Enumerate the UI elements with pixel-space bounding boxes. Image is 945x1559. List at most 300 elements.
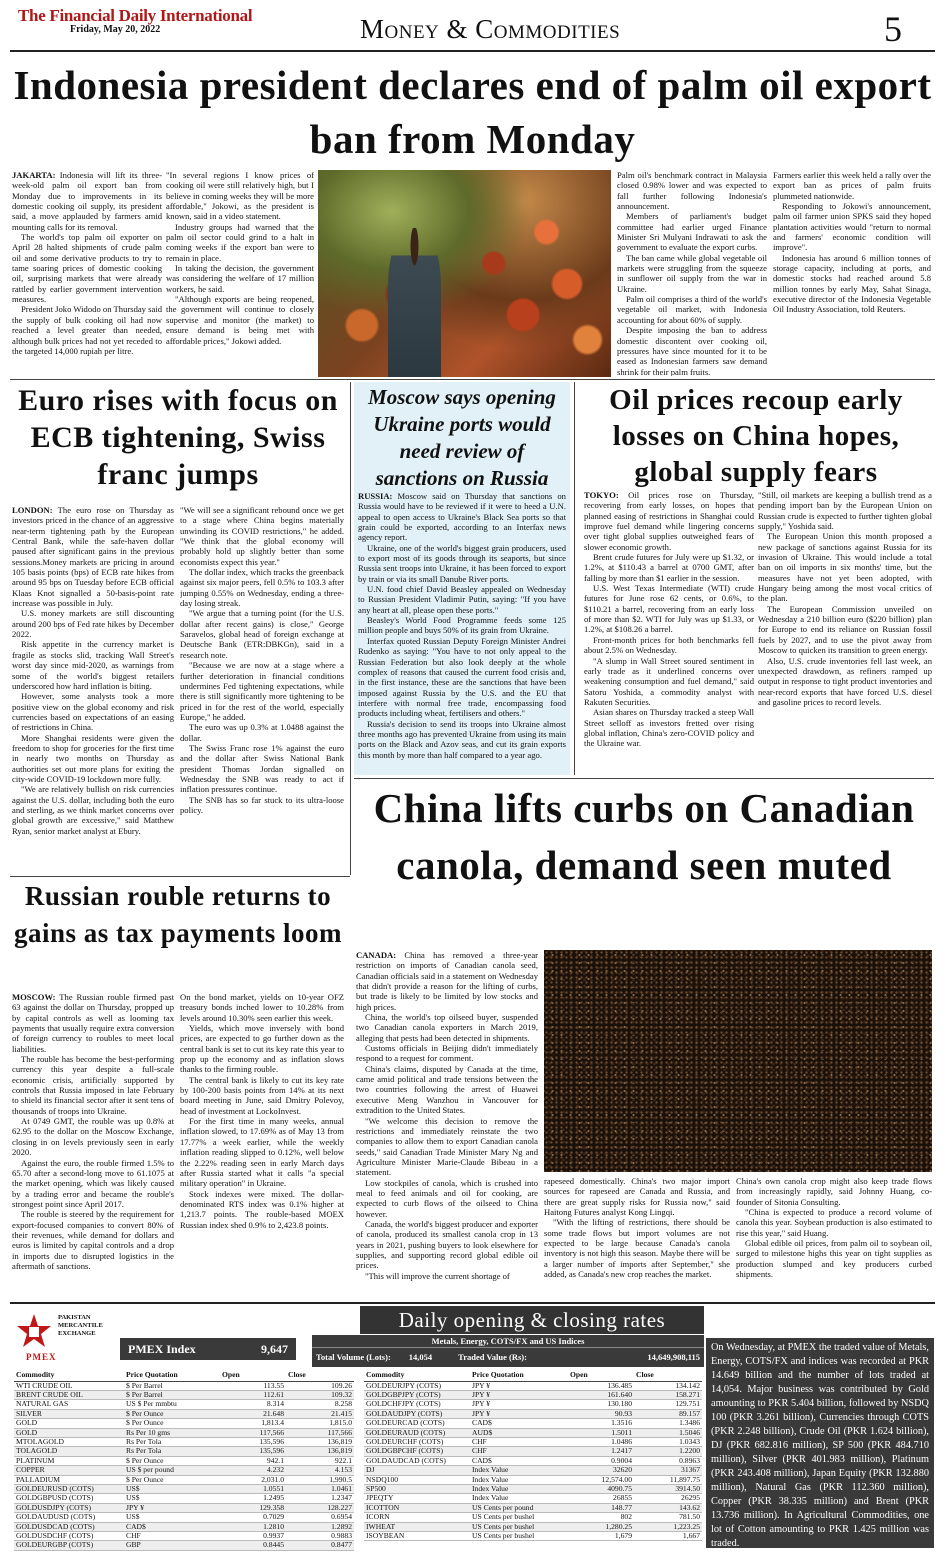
commodity-cell: ICOTTON bbox=[364, 1503, 470, 1512]
paragraph: "With the lifting of restrictions, there should be some trade flows but import volumes are not expected to be large because Canada's canola inventory is not high this season. Maybe there will be a larger number of imports after September," she added, as Canada's new crop reaches the market. bbox=[544, 1217, 730, 1280]
rate-row bbox=[14, 1447, 354, 1456]
quotation-cell: US Cents per bushel bbox=[470, 1532, 568, 1541]
rates-table-right bbox=[364, 1370, 702, 1541]
open-cell: 8.314 bbox=[220, 1400, 286, 1409]
divider-moscow bbox=[574, 382, 575, 775]
open-cell: 1.2495 bbox=[220, 1494, 286, 1503]
palm-col-1 bbox=[12, 170, 162, 376]
commodity-cell: WTI CRUDE OIL bbox=[14, 1381, 124, 1390]
commodity-cell: GOLDUSDCAD (COTS) bbox=[14, 1522, 124, 1531]
paragraph: The euro was up 0.3% at 1.0488 against the dollar. bbox=[180, 722, 344, 743]
close-cell: 1.0343 bbox=[634, 1437, 702, 1446]
commodity-cell: NSDQ100 bbox=[364, 1475, 470, 1484]
close-cell: 109.26 bbox=[286, 1381, 354, 1390]
paragraph: The SNB has so far stuck to its ultra-loose policy. bbox=[180, 794, 344, 815]
open-cell: 21.648 bbox=[220, 1409, 286, 1418]
commodity-cell: IWHEAT bbox=[364, 1522, 470, 1531]
open-cell: 135,596 bbox=[220, 1447, 286, 1456]
value-value: 14,649,908,115 bbox=[647, 1352, 700, 1362]
paragraph: Despite imposing the ban to address domestic discontent over cooking oil, pressures have since mounted for it to be eased as Indonesian farmers saw demand shrink for their palm fruits. bbox=[617, 325, 767, 376]
open-cell: 90.93 bbox=[568, 1409, 634, 1418]
canola-seed-photo bbox=[544, 950, 932, 1172]
commodity-cell: GOLDUSDCHF (COTS) bbox=[14, 1532, 124, 1541]
value-label: Traded Value (Rs): bbox=[458, 1352, 527, 1362]
divider-euro bbox=[350, 382, 351, 875]
open-cell: 26855 bbox=[568, 1494, 634, 1503]
divider-rouble bbox=[10, 876, 350, 877]
commodity-cell: GOLDCHFJPY (COTS) bbox=[364, 1400, 470, 1409]
paragraph: Low stockpiles of canola, which is crushed into meal to feed animals and oil for cooking, are expected to curb flows of the oilseed to China however. bbox=[356, 1177, 538, 1219]
palm-fruit-photo bbox=[318, 170, 611, 377]
rate-row bbox=[364, 1513, 702, 1522]
paragraph: Stock indexes were mixed. The dollar-denominated RTS index was 0.1% higher at 1,213.7 points. The rouble-based MOEX Russian index shed 0.9% to 2,423.8 points. bbox=[180, 1188, 344, 1230]
close-cell: 1.0461 bbox=[286, 1484, 354, 1493]
open-cell: 942.1 bbox=[220, 1456, 286, 1465]
paragraph: Industry groups had warned that the palm oil sector could grind to a halt in coming weeks if the export ban were to remain in place. bbox=[166, 221, 314, 263]
open-cell: 1,280.25 bbox=[568, 1522, 634, 1531]
commodity-cell: GOLD bbox=[14, 1428, 124, 1437]
moscow-headline: Moscow says opening Ukraine ports would need review of sanctions on Russia bbox=[368, 385, 556, 490]
commodity-cell: DJ bbox=[364, 1466, 470, 1475]
rate-row bbox=[364, 1484, 702, 1493]
open-cell: 1,679 bbox=[568, 1532, 634, 1541]
paragraph: Indonesia has around 6 million tonnes of storage capacity, including at ports, and domestic stocks had reached around 5.8 million tonnes by early May, Sahat Sinaga, executive director of the Indonesia Vegetable Oil Industry Association, told Reuters. bbox=[773, 252, 931, 315]
rate-row bbox=[364, 1475, 702, 1484]
open-cell: 130.180 bbox=[568, 1400, 634, 1409]
quotation-cell: US $ Per mmbtu bbox=[124, 1400, 220, 1409]
quotation-cell: JPY ¥ bbox=[470, 1390, 568, 1399]
paragraph: Asian shares on Thursday tracked a steep Wall Street selloff as investors fretted over rising global inflation, China's zero-COVID policy and the Ukraine war. bbox=[584, 707, 754, 749]
close-cell: 117,566 bbox=[286, 1428, 354, 1437]
open-cell: 0.7029 bbox=[220, 1513, 286, 1522]
rate-row bbox=[14, 1494, 354, 1503]
quotation-cell: US $ per pound bbox=[124, 1466, 220, 1475]
open-cell: 161.640 bbox=[568, 1390, 634, 1399]
rate-row bbox=[364, 1456, 702, 1465]
paragraph: LONDON: The euro rose on Thursday as investors priced in the chance of an aggressive near-term tightening path by the European Central Bank, while the safe-haven dollar paused after significant gains in the previous sessions.Money markets are pricing in around 105 basis points (bps) of ECB rate hikes from around 95 bps on Tuesday before ECB official Klaas Knot signalled a 50-basis-point rate increase was possible in July. bbox=[12, 505, 174, 609]
index-value: 9,647 bbox=[261, 1342, 288, 1356]
close-cell: 89.157 bbox=[634, 1409, 702, 1418]
paragraph: China's claims, disputed by Canada at the time, came amid political and trade tensions between the two countries following the arrest of Huawei executive Meng Wanzhou in Vancouver for extradition to the United States. bbox=[356, 1063, 538, 1116]
open-cell: 1.3516 bbox=[568, 1419, 634, 1428]
paragraph: The rouble has become the best-performing currency this year despite a full-scale economic crisis, artificially supported by controls that Russia imposed in late February to shield its financial sector after it sent tens of thousands of troops into Ukraine. bbox=[12, 1054, 174, 1116]
paragraph: MOSCOW: The Russian rouble firmed past 63 against the dollar on Thursday, propped up by capital controls as well as looming tax payments that usually require extra conversion of foreign currency to roubles to meet local liabilities. bbox=[12, 992, 174, 1054]
paragraph: Front-month prices for both benchmarks fell about 2.5% on Wednesday. bbox=[584, 634, 754, 656]
close-cell: 1.3486 bbox=[634, 1419, 702, 1428]
paragraph: Responding to Jokowi's announcement, palm oil farmer union SPKS said they hoped plantation activities would "return to normal and farmers' economic condition will improve". bbox=[773, 201, 931, 253]
paragraph: "We are relatively bullish on risk currencies against the U.S. dollar, including both the euro and sterling, as we think market concerns over global growth are excessive," said Matthew Ryan, senior market analyst at Ebury. bbox=[12, 784, 174, 836]
euro-col-1 bbox=[12, 505, 174, 873]
paragraph: The rouble is steered by the requirement for export-focused companies to convert 80% of their revenues, while demand for dollars and euros is limited by capital controls and a drop in imports due to disrupted logistics in the aftermath of sanctions. bbox=[12, 1209, 174, 1271]
close-cell: 143.62 bbox=[634, 1503, 702, 1512]
euro-col-2 bbox=[180, 505, 344, 873]
quotation-cell: $ Per Ounce bbox=[124, 1409, 220, 1418]
paragraph: JAKARTA: Indonesia will lift its three-week-old palm oil export ban from Monday due to improvements in its domestic cooking oil supply, its president said, a move applauded by farmers amid mounting calls for its removal. bbox=[12, 170, 162, 232]
open-cell: 1.2810 bbox=[220, 1522, 286, 1531]
close-cell: 136,819 bbox=[286, 1437, 354, 1446]
rate-row bbox=[364, 1419, 702, 1428]
open-cell: 0.9937 bbox=[220, 1532, 286, 1541]
paragraph: "We will see a significant rebound once we get to a stage where China begins materially unwinding its COVID restrictions," he added. "We think that the global economy will probably hold up slightly better than some economists expect this year." bbox=[180, 505, 344, 567]
logo-abbr: PMEX bbox=[26, 1352, 57, 1362]
paragraph: The ban came while global vegetable oil markets were struggling from the squeeze in sunflower oil supply from the war in Ukraine. bbox=[617, 252, 767, 294]
logo-line-2: MERCANTILE bbox=[58, 1322, 103, 1329]
quotation-cell: Index Value bbox=[470, 1475, 568, 1484]
commodity-cell: JPEQTY bbox=[364, 1494, 470, 1503]
open-cell: 1.0551 bbox=[220, 1484, 286, 1493]
rouble-col-1 bbox=[12, 992, 174, 1298]
open-cell: 136.485 bbox=[568, 1381, 634, 1390]
dateline: TOKYO: bbox=[584, 490, 629, 500]
masthead-rule bbox=[10, 50, 935, 52]
paragraph: The European Commission unveiled on Wednesday a 210 billion euro ($220 billion) plan for Europe to end its reliance on Russian fossil fuels by 2027, and to use the pivot away from Moscow to quicken its transition to green energy. bbox=[758, 603, 932, 656]
rates-table-left bbox=[14, 1370, 354, 1551]
quotation-cell: CAD$ bbox=[470, 1419, 568, 1428]
col-quotation: Price Quotation bbox=[470, 1370, 568, 1381]
paragraph: Russia's decision to send its troops into Ukraine almost three months ago has prevented Ukraine from using its main ports on the Black and Azov seas, and cut its grain exports this month by more than half compared to a year ago. bbox=[358, 718, 566, 760]
rate-row bbox=[14, 1437, 354, 1446]
logo-line-1: PAKISTAN bbox=[58, 1314, 91, 1321]
paragraph: Farmers earlier this week held a rally over the export ban as prices of palm fruits plummeted nationwide. bbox=[773, 170, 931, 201]
palm-headline: Indonesia president declares end of palm oil export ban from Monday bbox=[13, 62, 932, 162]
palm-col-2 bbox=[166, 170, 314, 376]
paragraph: "In several regions I know prices of cooking oil were still relatively high, but I believe in coming weeks they will be more affordable," Jokowi, as the president is known, said in a video statement. bbox=[166, 170, 314, 222]
paragraph: Against the euro, the rouble firmed 1.5% to 65.70 after a second-long move to 61.1075 at the market opening, which was likely caused by a trading error and became the rouble's strongest point since April 2017. bbox=[12, 1157, 174, 1209]
quotation-cell: US Cents per pound bbox=[470, 1503, 568, 1512]
paragraph: For the first time in many weeks, annual inflation slowed, to 17.69% as of May 13 from 17.77% a week earlier, while the weekly inflation reading slipped to 0.12%, well below the 2.22% reading seen in early March days after Russia started what it calls "a special military operation" in Ukraine. bbox=[180, 1116, 344, 1189]
rate-row bbox=[14, 1400, 354, 1409]
quotation-cell: Rs Per Tola bbox=[124, 1437, 220, 1446]
index-label: PMEX Index bbox=[128, 1342, 196, 1356]
paragraph: Brent crude futures for July were up $1.32, or 1.2%, at $110.43 a barrel at 0700 GMT, after falling by more than $1 earlier in the session. bbox=[584, 552, 754, 583]
paragraph: rapeseed domestically. China's two major import sources for rapeseed are Canada and Russia, and there are great supply risks for Russia now," said Haitong Futures analyst Kong Lingqi. bbox=[544, 1176, 730, 1218]
paragraph: Beasley's World Food Programme feeds some 125 million people and buys 50% of its grain from Ukraine. bbox=[358, 615, 566, 636]
close-cell: 922.1 bbox=[286, 1456, 354, 1465]
paragraph: Canada, the world's biggest producer and exporter of canola, produced its smallest canola crop in 13 years in 2021, pushing buyers to look elsewhere for supplies, and supporting record global edible oil prices. bbox=[356, 1218, 538, 1271]
paragraph: "Still, oil markets are keeping a bullish trend as a pending import ban by the European Union on Russian crude is expected to further tighten global supply," Yoshida said. bbox=[758, 490, 932, 532]
open-cell: 1.2417 bbox=[568, 1447, 634, 1456]
rate-row bbox=[364, 1381, 702, 1390]
commodity-cell: ISOYBEAN bbox=[364, 1532, 470, 1541]
open-cell: 32620 bbox=[568, 1466, 634, 1475]
open-cell: 112.61 bbox=[220, 1390, 286, 1399]
rate-row bbox=[14, 1409, 354, 1418]
commodity-cell: TOLAGOLD bbox=[14, 1447, 124, 1456]
china-col-3 bbox=[736, 1176, 932, 1298]
pmex-emblem-icon bbox=[14, 1312, 54, 1352]
oil-headline: Oil prices recoup early losses on China hopes, global supply fears bbox=[609, 384, 903, 488]
commodity-cell: MTOLAGOLD bbox=[14, 1437, 124, 1446]
quotation-cell: JPY ¥ bbox=[470, 1409, 568, 1418]
commodity-cell: GOLDGBPCHF (COTS) bbox=[364, 1447, 470, 1456]
masthead bbox=[18, 6, 258, 35]
close-cell: 21.415 bbox=[286, 1409, 354, 1418]
close-cell: 26295 bbox=[634, 1494, 702, 1503]
quotation-cell: CHF bbox=[470, 1437, 568, 1446]
close-cell: 781.50 bbox=[634, 1513, 702, 1522]
paragraph: Risk appetite in the currency market is fragile as stocks slid, tracking Wall Street's worst day since mid-2020, as warnings from some of the world's biggest retailers underscored how hard inflation is biting. bbox=[12, 639, 174, 691]
commodity-cell: GOLDAUDUSD (COTS) bbox=[14, 1513, 124, 1522]
metals-title: Metals, Energy, COTS/FX and US Indices bbox=[312, 1335, 704, 1348]
rate-row bbox=[14, 1456, 354, 1465]
quotation-cell: $ Per Barrel bbox=[124, 1390, 220, 1399]
quotation-cell: $ Per Ounce bbox=[124, 1475, 220, 1484]
rate-row bbox=[364, 1466, 702, 1475]
page-number: 5 bbox=[884, 9, 902, 49]
divider-oil bbox=[354, 778, 934, 779]
commodity-cell: GOLDEURCHF (COTS) bbox=[364, 1437, 470, 1446]
quotation-cell: CAD$ bbox=[124, 1522, 220, 1531]
close-cell: 0.6954 bbox=[286, 1513, 354, 1522]
close-cell: 109.32 bbox=[286, 1390, 354, 1399]
commodity-cell: PLATINUM bbox=[14, 1456, 124, 1465]
commodity-cell: GOLDEURCAD (COTS) bbox=[364, 1419, 470, 1428]
quotation-cell: $ Per Ounce bbox=[124, 1419, 220, 1428]
commodity-cell: GOLDGBPUSD (COTS) bbox=[14, 1494, 124, 1503]
paragraph: Interfax quoted Russian Deputy Foreign Minister Andrei Rudenko as saying: "You have to not only appeal to the Russian Federation but also look deeply at the whole complex of reasons that caused the current food crisis and, in the first instance, these are the sanctions that have been imposed against Russia by the U.S. and the EU that interfere with normal free trade, encompassing food products including wheat, fertilisers and others." bbox=[358, 635, 566, 719]
logo-line-3: EXCHANGE bbox=[58, 1330, 96, 1337]
close-cell: 129.751 bbox=[634, 1400, 702, 1409]
close-cell: 3914.50 bbox=[634, 1484, 702, 1493]
close-cell: 1.2200 bbox=[634, 1447, 702, 1456]
close-cell: 31367 bbox=[634, 1466, 702, 1475]
paragraph: Ukraine, one of the world's biggest grain producers, used to export most of its goods through its seaports, but since Russia sent troops into Ukraine, it has been forced to export by train or via its small Danube River ports. bbox=[358, 542, 566, 584]
paragraph: Palm oil's benchmark contract in Malaysia closed 0.98% lower and was expected to fall further following Indonesia's announcement. bbox=[617, 170, 767, 212]
commodity-cell: ICORN bbox=[364, 1513, 470, 1522]
paper-name: The Financial Daily International bbox=[18, 6, 253, 25]
quotation-cell: JPY ¥ bbox=[470, 1400, 568, 1409]
issue-date: Friday, May 20, 2022 bbox=[70, 24, 161, 35]
open-cell: 1,813.4 bbox=[220, 1419, 286, 1428]
paragraph: U.S. money markets are still discounting around 200 bps of Fed rate hikes by December 2022. bbox=[12, 608, 174, 640]
commodity-cell: SILVER bbox=[14, 1409, 124, 1418]
rate-row bbox=[364, 1400, 702, 1409]
rate-row bbox=[14, 1466, 354, 1475]
commodity-cell: GOLDAUDJPY (COTS) bbox=[364, 1409, 470, 1418]
rate-row bbox=[14, 1428, 354, 1437]
rates-title: Daily opening & closing rates bbox=[360, 1306, 704, 1334]
paragraph: "Because we are now at a stage where a further deterioration in financial conditions undermines Fed tightening expectations, while there is still significantly more tightening to be priced in for the rest of the world, especially Europe," he added. bbox=[180, 660, 344, 722]
commodity-cell: GOLDGBPJPY (COTS) bbox=[364, 1390, 470, 1399]
quotation-cell: AUD$ bbox=[470, 1428, 568, 1437]
close-cell: 8.258 bbox=[286, 1400, 354, 1409]
col-commodity: Commodity bbox=[364, 1370, 470, 1381]
open-cell: 148.77 bbox=[568, 1503, 634, 1512]
open-cell: 12,574.00 bbox=[568, 1475, 634, 1484]
dateline: LONDON: bbox=[12, 505, 58, 515]
quotation-cell: Index Value bbox=[470, 1484, 568, 1493]
paragraph: In taking the decision, the government was considering the welfare of 17 million workers, he said. bbox=[166, 263, 314, 294]
commodity-cell: BRENT CRUDE OIL bbox=[14, 1390, 124, 1399]
paragraph: CANADA: China has removed a three-year restriction on imports of Canadian canola seed, Canadian officials said in a statement on Wednesday that didn't provide a reason for the lifting of curbs, but trade is likely to be limited by low stocks and high prices. bbox=[356, 950, 538, 1012]
col-open: Open bbox=[220, 1370, 286, 1381]
paragraph: "China is expected to produce a record volume of canola this year. Soybean production is also estimated to rise this year," said Huang. bbox=[736, 1207, 932, 1238]
quotation-cell: US$ bbox=[124, 1513, 220, 1522]
quotation-cell: Rs Per Tola bbox=[124, 1447, 220, 1456]
paragraph: Global edible oil prices, from palm oil to soybean oil, surged to milestone highs this year on tight supplies as production slumped and key producers curbed shipments. bbox=[736, 1238, 932, 1280]
section-title: Money & Commodities bbox=[360, 14, 621, 44]
paragraph: Customs officials in Beijing didn't immediately respond to a request for comment. bbox=[356, 1043, 538, 1064]
quotation-cell: $ Per Barrel bbox=[124, 1381, 220, 1390]
palm-col-4 bbox=[773, 170, 931, 376]
quotation-cell: JPY ¥ bbox=[470, 1381, 568, 1390]
col-open: Open bbox=[568, 1370, 634, 1381]
paragraph: The central bank is likely to cut its key rate by 100-200 basis points from 14% at its next board meeting in June, said Dmitry Polevoy, head of investment at LockoInvest. bbox=[180, 1074, 344, 1116]
paragraph: The European Union this month proposed a new package of sanctions against Russia for its invasion of Ukraine. This would include a total ban on oil imports in six months' time, but the measures have not yet been adopted, with Hungary being among the most vocal critics of the plan. bbox=[758, 531, 932, 604]
col-quotation: Price Quotation bbox=[124, 1370, 220, 1381]
paragraph: China's own canola crop might also keep trade flows from increasingly rapidly, said Johnny Huang, co-founder of Sitonia Consulting. bbox=[736, 1176, 932, 1207]
rate-row bbox=[14, 1419, 354, 1428]
volume-value: 14,054 bbox=[408, 1352, 433, 1362]
rate-row bbox=[364, 1532, 702, 1541]
rate-row bbox=[364, 1494, 702, 1503]
moscow-sidebar bbox=[354, 382, 570, 775]
dateline: CANADA: bbox=[356, 950, 405, 960]
close-cell: 128.227 bbox=[286, 1503, 354, 1512]
commodity-cell: GOLDEURUSD (COTS) bbox=[14, 1484, 124, 1493]
open-cell: 135,596 bbox=[220, 1437, 286, 1446]
open-cell: 113.55 bbox=[220, 1381, 286, 1390]
close-cell: 1.2347 bbox=[286, 1494, 354, 1503]
china-headline: China lifts curbs on Canadian canola, demand seen muted bbox=[373, 785, 915, 888]
close-cell: 158.271 bbox=[634, 1390, 702, 1399]
rate-row bbox=[364, 1447, 702, 1456]
dateline: MOSCOW: bbox=[12, 992, 60, 1002]
paragraph: However, some analysts took a more positive view on the global economy and risk currencies based on expectations of an easing of restrictions in China. bbox=[12, 691, 174, 733]
oil-col-1 bbox=[584, 490, 754, 775]
china-col-1 bbox=[356, 950, 538, 1298]
palm-col-3 bbox=[617, 170, 767, 376]
volume-label: Total Volume (Lots): bbox=[316, 1352, 391, 1362]
quotation-cell: $ Per Ounce bbox=[124, 1456, 220, 1465]
rates-header-row bbox=[364, 1370, 702, 1381]
quotation-cell: GBP bbox=[124, 1541, 220, 1550]
paragraph: Members of parliament's budget committee had earlier urged Finance Minister Sri Mulyani Indrawati to ask the government to evaluate the export curbs. bbox=[617, 211, 767, 253]
open-cell: 802 bbox=[568, 1513, 634, 1522]
open-cell: 1.5011 bbox=[568, 1428, 634, 1437]
paragraph: China, the world's top oilseed buyer, suspended two Canadian canola exporters in March 2019, alleging that pests had been detected in shipments. bbox=[356, 1012, 538, 1043]
quotation-cell: JPY ¥ bbox=[124, 1503, 220, 1512]
close-cell: 0.8477 bbox=[286, 1541, 354, 1550]
paragraph: "Although exports are being reopened, the government will continue to closely supervise and monitor (the market) to ensure demand is being met with affordable prices," Jokowi added. bbox=[166, 294, 314, 346]
paragraph: RUSSIA: Moscow said on Thursday that sanctions on Russia would have to be reviewed if it were to heed a U.N. appeal to open access to Ukraine's Black Sea ports so that grain could be exported, according to an Interfax news agency report. bbox=[358, 491, 566, 543]
rate-row bbox=[14, 1541, 354, 1550]
paragraph: Yields, which move inversely with bond prices, are expected to go further down as the central bank is set to cut its key rate this year to prop up the economy and as inflation slows thanks to the firming rouble. bbox=[180, 1023, 344, 1075]
pmex-summary: On Wednesday, at PMEX the traded value of Metals, Energy, COTS/FX and indices was recorded at PKR 14.649 billion and the number of lots traded at 14,054. Major business was contributed by Gold amounting to PKR 5.404 billion, followed by NSDQ 100 (PKR 3.261 billion), Currencies through COTS (PKR 2.248 billion), Crude Oil (PKR 1.624 billion), DJ (PKR 682.816 million), SP 500 (PKR 484.710 million), Silver (PKR 401.983 million), Platinum (PKR 243.408 million), Japan Equity (PKR 132.880 million), Natural Gas (PKR 112.360 million), Copper (PKR 38.335 million) and Brent (PKR 13.736 million). In Agricultural Commodities, one lot of Cotton amounting to PKR 1.425 million was traded. bbox=[706, 1338, 934, 1548]
rouble-headline: Russian rouble returns to gains as tax payments loom bbox=[13, 881, 343, 948]
paragraph: "This will improve the current shortage of bbox=[365, 1270, 510, 1281]
close-cell: 1,815.0 bbox=[286, 1419, 354, 1428]
paragraph: Palm oil comprises a third of the world's vegetable oil market, with Indonesia accounting for about 60% of supply. bbox=[617, 294, 767, 325]
divider-rates bbox=[10, 1302, 935, 1304]
oil-col-2 bbox=[758, 490, 932, 775]
worker-figure bbox=[388, 228, 441, 377]
paragraph: "A slump in Wall Street soured sentiment in early trade as it underlined concerns over weakening consumption and fuel demand," said Satoru Yoshida, a commodity analyst with Rakuten Securities. bbox=[584, 655, 754, 707]
pmex-logo bbox=[12, 1310, 116, 1366]
quotation-cell: CHF bbox=[124, 1532, 220, 1541]
paragraph: More Shanghai residents were given the freedom to shop for groceries for the first time in nearly two months on Thursday as authorities set out more plans for exiting the city-wide COVID-19 lockdown more fully. bbox=[12, 732, 174, 784]
divider-palm bbox=[10, 379, 935, 380]
paragraph: U.N. food chief David Beasley appealed on Wednesday to Russian President Vladimir Putin, saying: "If you have any heart at all, please open these ports." bbox=[358, 584, 566, 615]
commodity-cell: GOLDEURJPY (COTS) bbox=[364, 1381, 470, 1390]
quotation-cell: US Cents per bushel bbox=[470, 1522, 568, 1531]
quotation-cell: Rs Per 10 gms bbox=[124, 1428, 220, 1437]
col-commodity: Commodity bbox=[14, 1370, 124, 1381]
col-close: Close bbox=[286, 1370, 354, 1381]
paragraph: TOKYO: Oil prices rose on Thursday, recovering from early losses, on hopes that planned easing of restrictions in Shanghai could improve fuel demand while lingering concerns over tight global supplies outweighed fears of slower economic growth. bbox=[584, 490, 754, 552]
close-cell: 11,897.75 bbox=[634, 1475, 702, 1484]
metals-header bbox=[312, 1335, 704, 1367]
close-cell: 1,990.5 bbox=[286, 1475, 354, 1484]
close-cell: 134.142 bbox=[634, 1381, 702, 1390]
close-cell: 136,819 bbox=[286, 1447, 354, 1456]
col-close: Close bbox=[634, 1370, 702, 1381]
paragraph: The world's top palm oil exporter on April 28 halted shipments of crude palm oil and some derivative products to try to tame soaring prices of domestic cooking oil, surprising markets that were already rattled by earlier government intervention measures. bbox=[12, 232, 162, 305]
paragraph: At 0749 GMT, the rouble was up 0.8% at 62.95 to the dollar on the Moscow Exchange, closing in on levels previously seen in early 2020. bbox=[12, 1116, 174, 1158]
open-cell: 4.232 bbox=[220, 1466, 286, 1475]
open-cell: 1.0486 bbox=[568, 1437, 634, 1446]
paragraph: Also, U.S. crude inventories fell last week, an unexpected drawdown, as refiners ramped up output in response to tight product inventories and near-record exports that have forced U.S. diesel and gasoline prices to record levels. bbox=[758, 655, 932, 707]
euro-headline: Euro rises with focus on ECB tightening, Swiss franc jumps bbox=[18, 384, 338, 491]
paragraph: The Swiss Franc rose 1% against the euro and the dollar after Swiss National Bank president Thomas Jordan signalled on Wednesday the SNB was ready to act if inflation pressures continue. bbox=[180, 742, 344, 795]
rate-row bbox=[14, 1513, 354, 1522]
pmex-index bbox=[120, 1338, 296, 1360]
close-cell: 1.2892 bbox=[286, 1522, 354, 1531]
china-col-2 bbox=[544, 1176, 730, 1298]
quotation-cell: Index Value bbox=[470, 1494, 568, 1503]
close-cell: 0.8963 bbox=[634, 1456, 702, 1465]
moscow-body bbox=[358, 491, 566, 773]
paragraph: The dollar index, which tracks the greenback against six major peers, fell 0.5% to 103.3 after jumping 0.55% on Wednesday, ending a three-day losing streak. bbox=[180, 567, 344, 609]
dateline: JAKARTA: bbox=[12, 170, 60, 180]
commodity-cell: COPPER bbox=[14, 1466, 124, 1475]
quotation-cell: US$ bbox=[124, 1494, 220, 1503]
commodity-cell: GOLDEURAUD (COTS) bbox=[364, 1428, 470, 1437]
quotation-cell: CAD$ bbox=[470, 1456, 568, 1465]
commodity-cell: PALLADIUM bbox=[14, 1475, 124, 1484]
close-cell: 1,667 bbox=[634, 1532, 702, 1541]
quotation-cell: CHF bbox=[470, 1447, 568, 1456]
open-cell: 4090.75 bbox=[568, 1484, 634, 1493]
paragraph: U.S. West Texas Intermediate (WTI) crude futures for June rose 62 cents, or 0.6%, to $110.21 a barrel, recovering from an early loss of more than $2. WTI for July was up $1.33, or 1.2%, at $108.26 a barrel. bbox=[584, 583, 754, 635]
quotation-cell: US Cents per bushel bbox=[470, 1513, 568, 1522]
paragraph: "We welcome this decision to remove the restrictions and immediately reinstate the two companies to allow them to export Canadian canola seeds," said Canadian Trade Minister Mary Ng and Agriculture Minister Marie-Claude Bibeau in a statement. bbox=[356, 1115, 538, 1178]
open-cell: 2,031.0 bbox=[220, 1475, 286, 1484]
close-cell: 1.5046 bbox=[634, 1428, 702, 1437]
open-cell: 0.9004 bbox=[568, 1456, 634, 1465]
rate-row bbox=[14, 1381, 354, 1390]
rouble-col-2 bbox=[180, 992, 344, 1298]
quotation-cell: US$ bbox=[124, 1484, 220, 1493]
open-cell: 129.358 bbox=[220, 1503, 286, 1512]
commodity-cell: GOLDAUDCAD (COTS) bbox=[364, 1456, 470, 1465]
quotation-cell: Index Value bbox=[470, 1466, 568, 1475]
close-cell: 1,223.25 bbox=[634, 1522, 702, 1531]
close-cell: 4.153 bbox=[286, 1466, 354, 1475]
paragraph: President Joko Widodo on Thursday said the supply of bulk cooking oil had now reached a level greater than needed, although bulk prices had not yet receded to the targeted 14,000 rupiah per litre. bbox=[12, 304, 162, 356]
commodity-cell: NATURAL GAS bbox=[14, 1400, 124, 1409]
commodity-cell: GOLD bbox=[14, 1419, 124, 1428]
paragraph: "We argue that a turning point (for the U.S. dollar after recent gains) is close," George Saravelos, global head of foreign exchange at Deutsche Bank (ETR:DBKGn), said in a research note. bbox=[180, 608, 344, 660]
open-cell: 0.8445 bbox=[220, 1541, 286, 1550]
paragraph: On the bond market, yields on 10-year OFZ treasury bonds inched lower to 10.28% from levels around 10.30% seen earlier this week. bbox=[180, 992, 344, 1023]
rates-header-row bbox=[14, 1370, 354, 1381]
commodity-cell: GOLDUSDJPY (COTS) bbox=[14, 1503, 124, 1512]
open-cell: 117,566 bbox=[220, 1428, 286, 1437]
commodity-cell: SP500 bbox=[364, 1484, 470, 1493]
close-cell: 0.9883 bbox=[286, 1532, 354, 1541]
dateline: RUSSIA: bbox=[358, 491, 398, 501]
